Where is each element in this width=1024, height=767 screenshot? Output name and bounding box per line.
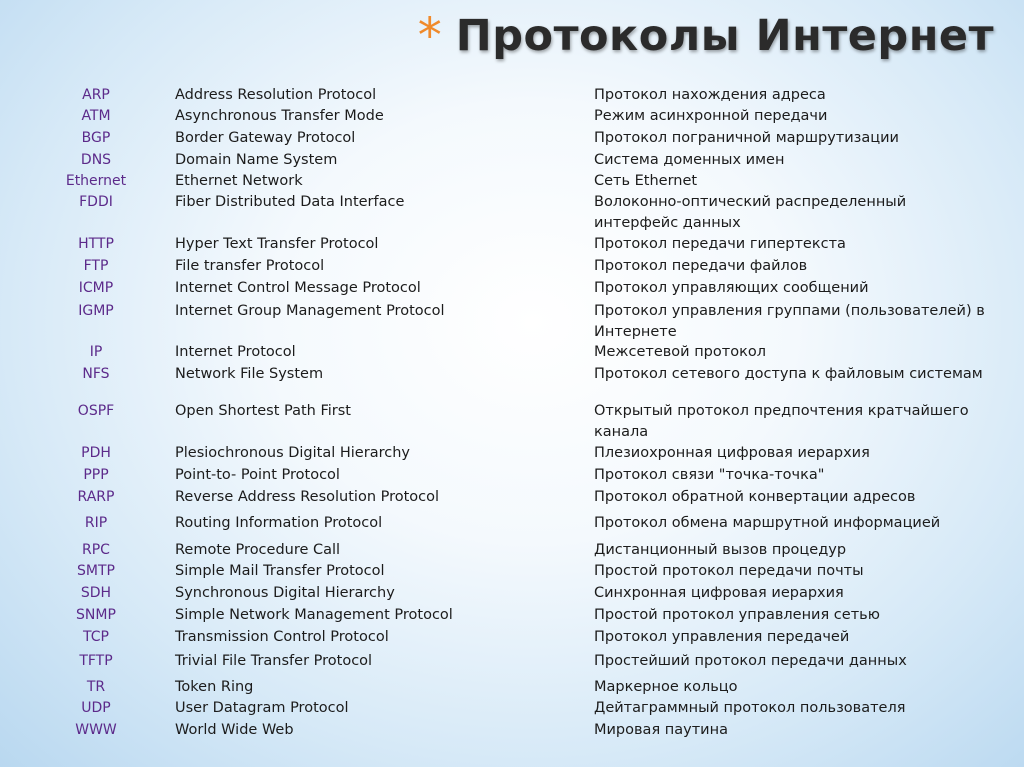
protocol-russian-name: Протокол пограничной маршрутизации	[594, 130, 899, 146]
protocol-abbreviation: OSPF	[77, 403, 115, 419]
protocol-full-name: Asynchronous Transfer Mode	[175, 108, 384, 124]
protocol-full-name: Synchronous Digital Hierarchy	[175, 585, 395, 601]
protocol-abbreviation: HTTP	[78, 236, 114, 252]
protocol-full-name: Border Gateway Protocol	[175, 130, 356, 146]
protocol-full-name: Network File System	[175, 366, 324, 382]
protocol-russian-name: Межсетевой протокол	[594, 344, 766, 360]
protocol-full-name: Ethernet Network	[175, 173, 303, 189]
protocol-abbreviation: SMTP	[77, 563, 115, 579]
protocol-abbreviation: PDH	[81, 445, 111, 461]
protocol-abbreviation: IP	[89, 344, 103, 360]
protocol-russian-name: Дистанционный вызов процедур	[594, 542, 847, 558]
protocol-russian-name: Плезиохронная цифровая иерархия	[594, 445, 870, 461]
protocol-abbreviation: PPP	[83, 467, 109, 483]
protocol-russian-name: Протокол обмена маршрутной информацией	[594, 515, 941, 531]
protocol-russian-name: Протокол передачи гипертекста	[594, 236, 846, 252]
protocol-abbreviation: FDDI	[79, 194, 113, 210]
protocol-full-name: Internet Control Message Protocol	[175, 280, 421, 296]
protocol-abbreviation: WWW	[75, 722, 117, 738]
protocol-abbreviation: RIP	[84, 515, 108, 531]
protocol-abbreviation: RARP	[77, 489, 115, 505]
protocol-russian-name: Протокол нахождения адреса	[594, 87, 826, 103]
protocol-full-name: Trivial File Transfer Protocol	[175, 653, 373, 669]
protocol-russian-name: Волоконно-оптический распределенный интерфейс данных	[594, 194, 907, 231]
protocol-russian-name: Система доменных имен	[594, 152, 785, 168]
protocol-russian-name: Протокол управляющих сообщений	[594, 280, 869, 296]
protocol-abbreviation: TR	[86, 679, 106, 695]
protocol-full-name: Address Resolution Protocol	[175, 87, 377, 103]
protocol-russian-name: Синхронная цифровая иерархия	[594, 585, 844, 601]
protocol-russian-name: Простейший протокол передачи данных	[594, 653, 907, 669]
protocol-full-name: Plesiochronous Digital Hierarchy	[175, 445, 410, 461]
protocol-abbreviation: ICMP	[78, 280, 114, 296]
protocol-russian-name: Мировая паутина	[594, 722, 728, 738]
protocol-abbreviation: BGP	[81, 130, 111, 146]
protocol-abbreviation: SNMP	[76, 607, 116, 623]
protocol-russian-name: Протокол управления группами (пользователей) в Интернете	[594, 303, 985, 340]
protocol-full-name: Reverse Address Resolution Protocol	[175, 489, 440, 505]
protocol-full-name: Open Shortest Path First	[175, 403, 351, 419]
protocol-russian-name: Сеть Ethernet	[594, 173, 698, 189]
protocol-abbreviation: NFS	[82, 366, 110, 382]
protocol-russian-name: Режим асинхронной передачи	[594, 108, 828, 124]
page-title: Протоколы Интернет	[455, 11, 994, 61]
protocol-full-name: Simple Mail Transfer Protocol	[175, 563, 385, 579]
protocol-russian-name: Простой протокол управления сетью	[594, 607, 880, 623]
protocol-russian-name: Маркерное кольцо	[594, 679, 738, 695]
protocol-russian-name: Простой протокол передачи почты	[594, 563, 864, 579]
protocol-russian-name: Протокол обратной конвертации адресов	[594, 489, 916, 505]
protocol-full-name: Remote Procedure Call	[175, 542, 341, 558]
protocol-full-name: Domain Name System	[175, 152, 338, 168]
protocol-full-name: Internet Protocol	[175, 344, 296, 360]
protocol-abbreviation: DNS	[80, 152, 112, 168]
protocol-full-name: Fiber Distributed Data Interface	[175, 194, 405, 210]
protocol-abbreviation: FTP	[83, 258, 109, 274]
protocol-russian-name: Протокол управления передачей	[594, 629, 850, 645]
protocol-full-name: Transmission Control Protocol	[175, 629, 389, 645]
protocol-full-name: Routing Information Protocol	[175, 515, 383, 531]
protocol-full-name: Hyper Text Transfer Protocol	[175, 236, 379, 252]
protocol-full-name: File transfer Protocol	[175, 258, 325, 274]
protocol-abbreviation: RPC	[82, 542, 110, 558]
protocol-full-name: World Wide Web	[175, 722, 294, 738]
protocol-russian-name: Протокол передачи файлов	[594, 258, 808, 274]
protocol-full-name: User Datagram Protocol	[175, 700, 349, 716]
protocol-full-name: Simple Network Management Protocol	[175, 607, 453, 623]
protocol-abbreviation: TFTP	[79, 653, 113, 669]
protocol-russian-name: Открытый протокол предпочтения кратчайшего канала	[594, 403, 969, 440]
protocol-abbreviation: Ethernet	[65, 173, 127, 189]
protocol-full-name: Point-to- Point Protocol	[175, 467, 340, 483]
protocol-abbreviation: SDH	[80, 585, 112, 601]
title-bullet-icon: *	[417, 8, 442, 64]
protocol-abbreviation: IGMP	[78, 303, 114, 319]
protocol-abbreviation: TCP	[83, 629, 109, 645]
protocol-russian-name: Протокол связи "точка-точка"	[594, 467, 825, 483]
protocol-full-name: Internet Group Management Protocol	[175, 303, 445, 319]
protocol-russian-name: Протокол сетевого доступа к файловым системам	[594, 366, 983, 382]
protocol-abbreviation: ARP	[82, 87, 110, 103]
protocol-russian-name: Дейтаграммный протокол пользователя	[594, 700, 906, 716]
protocol-full-name: Token Ring	[175, 679, 254, 695]
protocol-abbreviation: ATM	[81, 108, 111, 124]
protocol-abbreviation: UDP	[81, 700, 111, 716]
